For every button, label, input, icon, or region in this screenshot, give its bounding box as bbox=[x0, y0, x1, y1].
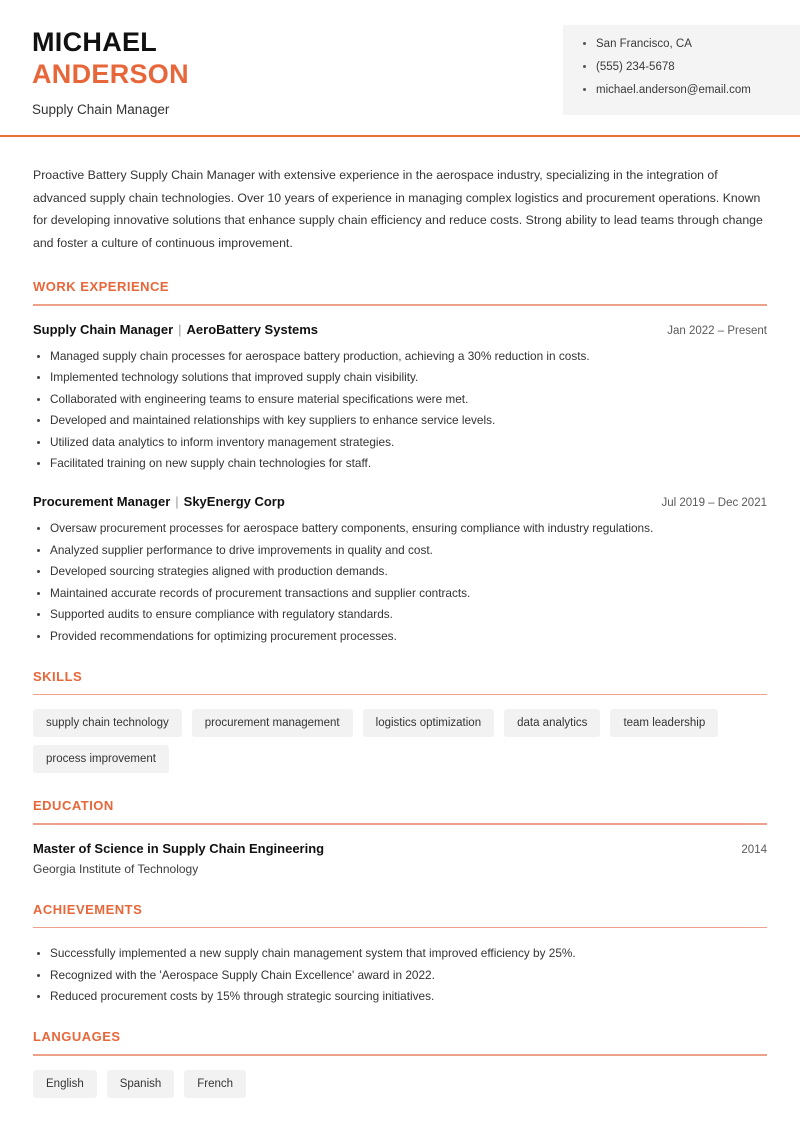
experience-bullet: Provided recommendations for optimizing procurement processes. bbox=[33, 629, 767, 644]
experience-bullet-list bbox=[33, 349, 767, 472]
experience-company: SkyEnergy Corp bbox=[183, 494, 285, 510]
experience-bullet: Facilitated training on new supply chain technologies for staff. bbox=[33, 456, 767, 471]
achievement-bullet: Successfully implemented a new supply chain management system that improved efficiency by 25%. bbox=[33, 946, 767, 961]
experience-company: AeroBattery Systems bbox=[186, 321, 319, 337]
section-title-education: EDUCATION bbox=[33, 798, 114, 814]
experience-role: Procurement Manager bbox=[33, 494, 171, 510]
achievements-bullet-list bbox=[33, 946, 767, 1004]
section-divider-languages bbox=[33, 1054, 767, 1056]
skill-pill: logistics optimization bbox=[363, 709, 494, 737]
skill-pill: supply chain technology bbox=[33, 709, 182, 737]
section-title-skills: SKILLS bbox=[33, 668, 83, 684]
skill-pill: process improvement bbox=[33, 745, 169, 773]
section-skills bbox=[33, 669, 767, 774]
section-achievements bbox=[33, 902, 767, 1005]
language-pill: Spanish bbox=[107, 1070, 175, 1098]
identity-block bbox=[32, 26, 189, 118]
experience-bullet: Developed and maintained relationships with key suppliers to enhance service levels. bbox=[33, 413, 767, 428]
experience-bullet: Oversaw procurement processes for aerospace battery components, ensuring compliance with industry regulations. bbox=[33, 521, 767, 536]
experience-bullet: Analyzed supplier performance to drive improvements in quality and cost. bbox=[33, 543, 767, 558]
contact-item-email[interactable]: michael.anderson@email.com bbox=[583, 83, 800, 97]
skill-pill: data analytics bbox=[504, 709, 600, 737]
experience-entry-header bbox=[33, 322, 767, 339]
contact-info-box bbox=[563, 25, 800, 115]
achievement-bullet: Recognized with the 'Aerospace Supply Chain Excellence' award in 2022. bbox=[33, 968, 767, 983]
candidate-name bbox=[32, 26, 189, 90]
experience-bullet: Collaborated with engineering teams to ensure material specifications were met. bbox=[33, 392, 767, 407]
experience-bullet: Utilized data analytics to inform inventory management strategies. bbox=[33, 435, 767, 450]
experience-bullet: Supported audits to ensure compliance with regulatory standards. bbox=[33, 607, 767, 622]
section-divider-education bbox=[33, 823, 767, 825]
section-title-work-experience: WORK EXPERIENCE bbox=[33, 279, 170, 294]
education-entry bbox=[33, 841, 767, 877]
experience-entry-header bbox=[33, 494, 767, 511]
experience-bullet-list bbox=[33, 521, 767, 644]
contact-item-location: San Francisco, CA bbox=[583, 37, 800, 51]
resume-header bbox=[0, 0, 800, 136]
candidate-job-title: Supply Chain Manager bbox=[32, 102, 170, 117]
experience-bullet: Developed sourcing strategies aligned with production demands. bbox=[33, 564, 767, 579]
skill-pill: procurement management bbox=[192, 709, 353, 737]
role-company-separator: | bbox=[178, 321, 182, 337]
section-divider-skills bbox=[33, 694, 767, 696]
professional-summary: Proactive Battery Supply Chain Manager with extensive experience in the aerospace industry, specializing in the integration of advanced supply chain technologies. Over 10 years of experience in managing complex logistics and procurement operations. Known for developing innovative solutions that enhance supply chain efficiency and reduce costs. Strong ability to lead teams through change and foster a culture of continuous improvement. bbox=[33, 168, 763, 250]
education-year: 2014 bbox=[741, 843, 767, 856]
section-title-languages: LANGUAGES bbox=[33, 1029, 121, 1045]
experience-dates: Jul 2019 – Dec 2021 bbox=[661, 497, 767, 510]
experience-bullet: Implemented technology solutions that improved supply chain visibility. bbox=[33, 370, 767, 385]
experience-role: Supply Chain Manager bbox=[33, 321, 174, 337]
experience-role-company bbox=[33, 322, 318, 338]
language-pill: French bbox=[184, 1070, 246, 1098]
achievement-bullet: Reduced procurement costs by 15% through strategic sourcing initiatives. bbox=[33, 989, 767, 1004]
section-title-achievements: ACHIEVEMENTS bbox=[33, 901, 143, 917]
contact-item-phone[interactable]: (555) 234-5678 bbox=[583, 60, 800, 74]
education-degree: Master of Science in Supply Chain Engineering bbox=[33, 840, 325, 856]
experience-bullet: Managed supply chain processes for aerospace battery production, achieving a 30% reduction in costs. bbox=[33, 349, 767, 364]
name-last: ANDERSON bbox=[32, 59, 189, 89]
resume-body bbox=[0, 164, 800, 1098]
section-divider-achievements bbox=[33, 927, 767, 929]
languages-pill-list bbox=[33, 1070, 767, 1098]
header-divider bbox=[0, 135, 800, 137]
education-entry-header bbox=[33, 841, 767, 858]
language-pill: English bbox=[33, 1070, 97, 1098]
experience-entry bbox=[33, 494, 767, 644]
skills-pill-list bbox=[33, 709, 767, 773]
education-school: Georgia Institute of Technology bbox=[33, 861, 199, 876]
role-company-separator: | bbox=[175, 494, 179, 510]
experience-entry bbox=[33, 322, 767, 472]
section-languages bbox=[33, 1029, 767, 1098]
name-first: MICHAEL bbox=[32, 27, 158, 57]
experience-dates: Jan 2022 – Present bbox=[667, 324, 767, 337]
experience-role-company bbox=[33, 494, 285, 510]
skill-pill: team leadership bbox=[610, 709, 718, 737]
experience-bullet: Maintained accurate records of procurement transactions and supplier contracts. bbox=[33, 586, 767, 601]
section-divider-work-experience bbox=[33, 304, 767, 306]
section-work-experience bbox=[33, 279, 767, 644]
section-education bbox=[33, 798, 767, 877]
